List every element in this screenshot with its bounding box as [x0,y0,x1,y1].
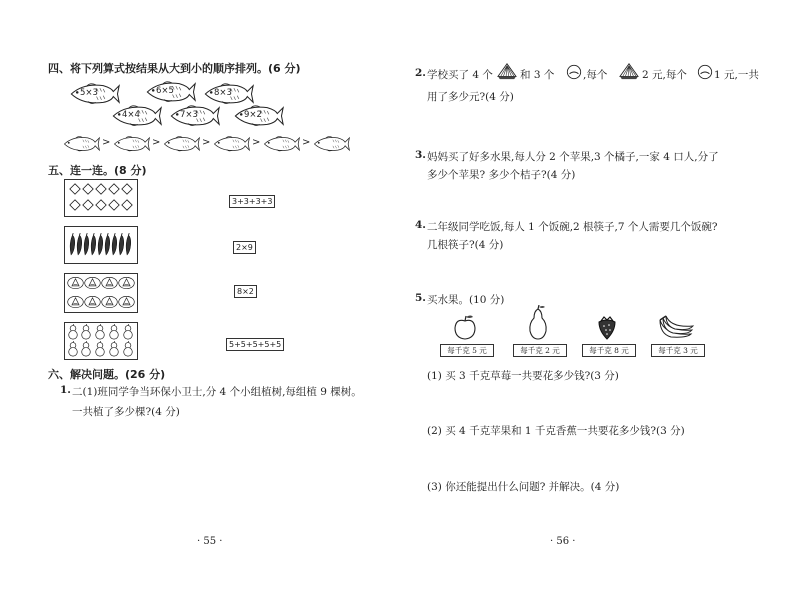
question-2-text-1: 学校买了 4 个 [427,69,493,81]
match-expression-1[interactable]: 3+3+3+3 [229,195,275,208]
strawberry-price-tag: 每千克 8 元 [582,344,636,357]
apple-price-tag: 每千克 5 元 [440,344,494,357]
question-2-text-3: ,每个 [583,69,608,81]
ball-icon [697,64,713,80]
fish-label: 4×4 [122,110,140,120]
match-expression-4[interactable]: 5+5+5+5+5 [226,338,284,351]
fish-icon-5x3 [68,82,120,106]
question-3-number: 3. [415,149,426,161]
fish-icon-9x2 [232,104,284,128]
greater-than-sign: > [102,137,111,148]
question-3-line-2: 多少个苹果? 多少个桔子?(4 分) [427,169,576,181]
section-4-title: 四、将下列算式按结果从大到小的顺序排列。(6 分) [48,62,301,75]
fish-answer-blank-2[interactable] [112,134,150,154]
fish-label: 9×2 [244,110,262,120]
greater-than-sign: > [302,137,311,148]
banana-price-tag: 每千克 3 元 [651,344,705,357]
picture-box-chilies[interactable] [64,226,138,264]
section-5-title: 五、连一连。(8 分) [48,164,147,177]
greater-than-sign: > [152,137,161,148]
strawberry-icon [596,314,618,340]
question-2-text-2: 和 3 个 [520,69,555,81]
greater-than-sign: > [252,137,261,148]
picture-box-cones[interactable] [64,273,138,313]
banana-icon [657,314,695,340]
greater-than-sign: > [202,137,211,148]
question-5-number: 5. [415,292,426,304]
fish-label: 8×3 [214,88,232,98]
question-1-line-1: 二(1)班同学争当环保小卫士,分 4 个小组植树,每组植 9 棵树。 [72,386,362,398]
page-number-left: · 55 · [197,536,223,547]
fish-answer-blank-3[interactable] [162,134,200,154]
fish-icon-7x3 [168,104,220,128]
question-5-sub-3: (3) 你还能提出什么问题? 并解决。(4 分) [427,481,620,493]
question-4-number: 4. [415,219,426,231]
question-5-sub-2: (2) 买 4 千克苹果和 1 千克香蕉一共要花多少钱?(3 分) [427,425,685,437]
fish-answer-blank-6[interactable] [312,134,350,154]
page-number-right: · 56 · [550,536,576,547]
question-5-title: 买水果。(10 分) [427,294,505,306]
fish-label: 6×5 [156,86,174,96]
question-2-text-5: 1 元,一共 [714,69,759,81]
picture-box-gourds[interactable] [64,322,138,360]
match-expression-3[interactable]: 8×2 [234,285,257,298]
question-5-sub-1: (1) 买 3 千克草莓一共要花多少钱?(3 分) [427,370,619,382]
fish-label: 7×3 [180,110,198,120]
fish-order-row [62,134,352,158]
fish-answer-blank-5[interactable] [262,134,300,154]
apple-icon [452,313,478,341]
fish-icon-4x4 [110,104,162,128]
pear-price-tag: 每千克 2 元 [513,344,567,357]
ball-icon [566,64,582,80]
pear-icon [527,305,549,341]
question-2-number: 2. [415,67,426,79]
question-4-line-1: 二年级同学吃饭,每人 1 个饭碗,2 根筷子,7 个人需要几个饭碗? [427,221,718,233]
question-2-line-2: 用了多少元?(4 分) [427,91,514,103]
fish-answer-blank-1[interactable] [62,134,100,154]
fish-icon-8x3 [202,82,254,106]
fan-icon [618,62,640,80]
fish-icon-6x5 [144,80,196,104]
picture-box-diamonds[interactable] [64,179,138,217]
question-1-line-2: 一共植了多少棵?(4 分) [72,406,180,418]
fish-answer-blank-4[interactable] [212,134,250,154]
fish-label: 5×3 [80,88,98,98]
match-expression-2[interactable]: 2×9 [233,241,256,254]
question-1-number: 1. [60,384,71,396]
question-2-text-4: 2 元,每个 [642,69,687,81]
fish-expression-group [62,80,262,130]
question-3-line-1: 妈妈买了好多水果,每人分 2 个苹果,3 个橘子,一家 4 口人,分了 [427,151,719,163]
question-4-line-2: 几根筷子?(4 分) [427,239,504,251]
fan-icon [496,62,518,80]
section-6-title: 六、解决问题。(26 分) [48,368,166,381]
